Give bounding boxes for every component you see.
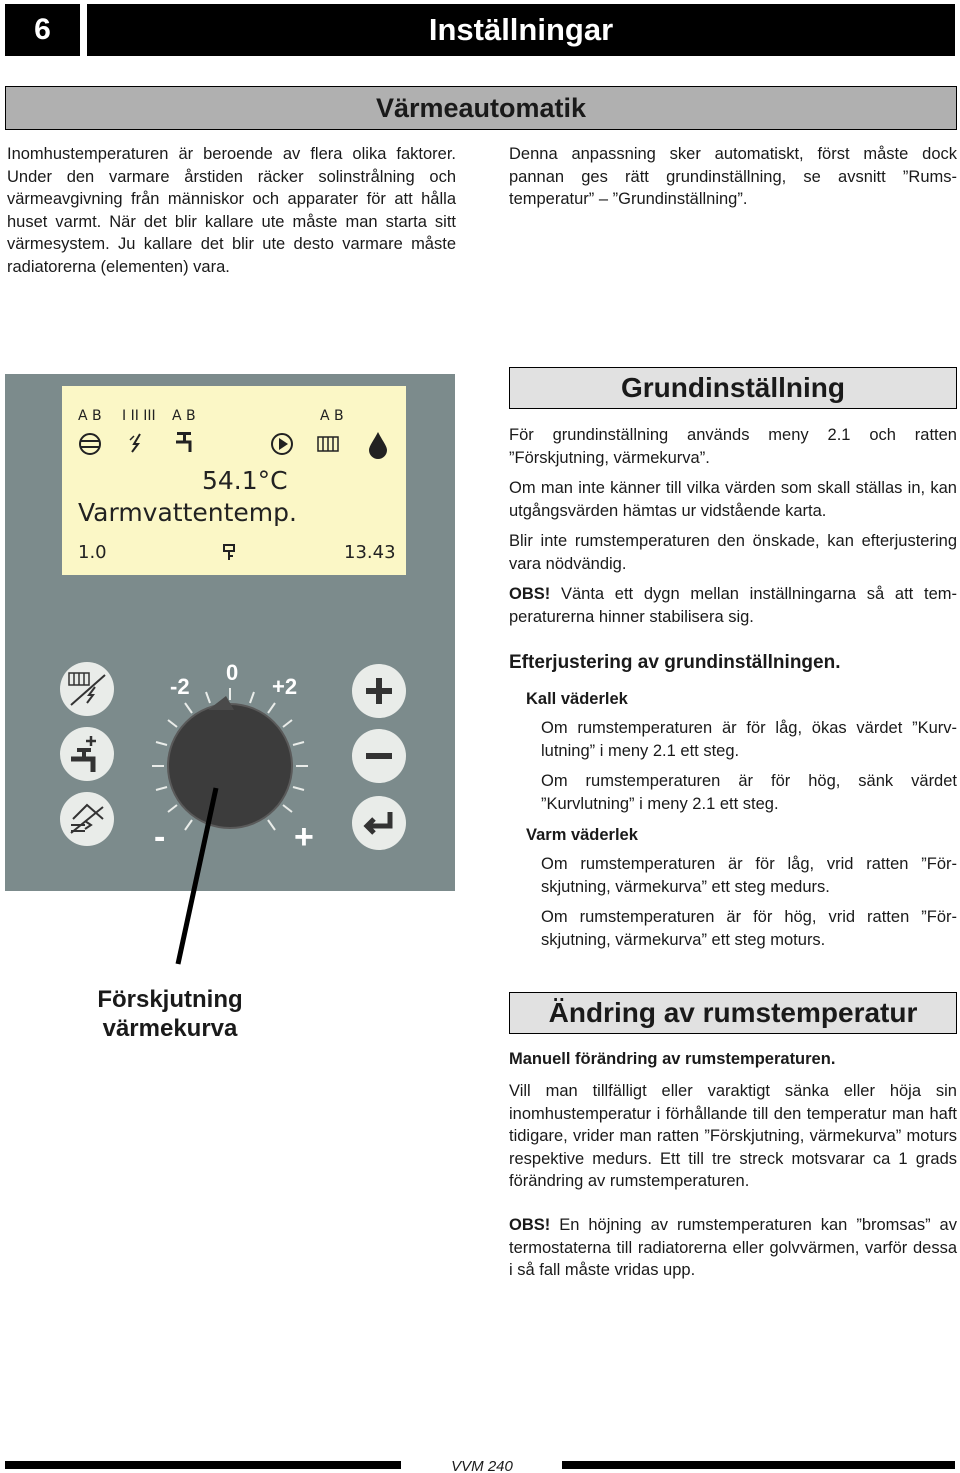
obs-text: Vänta ett dygn mellan inställningarna så att temperaturerna hinner stabilisera sig. xyxy=(509,585,957,626)
display-label-ab3: A B xyxy=(320,408,344,424)
grund-p3: Blir inte rumstemperaturen den önskade, kan efterjustering vara nödvändig. xyxy=(509,532,957,573)
display-icons xyxy=(74,430,414,464)
compressor-icon xyxy=(80,434,100,454)
display-menu-number: 1.0 xyxy=(78,542,107,563)
caption-line2: värmekurva xyxy=(102,1015,238,1042)
enter-icon xyxy=(362,806,396,840)
knob-label-minus: - xyxy=(154,818,166,856)
display-temperature: 54.1°C xyxy=(202,466,288,495)
intro-right-paragraph: Denna anpassning sker automatiskt, först måste dock pannan ges rätt grundinställning, se avsnitt ”Rumstemperatur” – ”Grundinställning”. xyxy=(509,145,957,208)
pointer-arrow xyxy=(170,780,230,970)
heating-curve-knob[interactable] xyxy=(130,670,330,870)
knob-caption xyxy=(60,985,280,1043)
footer-rule-right xyxy=(562,1461,955,1469)
footer-model: VVM 240 xyxy=(451,1458,513,1473)
enter-button[interactable] xyxy=(352,796,406,850)
tap-plus-icon xyxy=(65,732,109,776)
grund-heading: Grundinställning xyxy=(509,367,957,409)
display-label-ab1: A B xyxy=(78,408,102,424)
varm-heading: Varm väderlek xyxy=(526,826,638,844)
andring-p1: Vill man tillfälligt eller varaktigt sänka eller höja sin inomhustemperatur i förhållande till den temperatur man haft tidigare, vrider man ratten ”Förskjutning, värmekurva” moturs respektive medurs. Ett till tre streck motsvarar ca 1 grads förändring av rumstemperaturen. xyxy=(509,1082,957,1190)
obs-label: OBS! xyxy=(509,585,551,603)
kall-heading: Kall väderlek xyxy=(526,690,628,708)
efter-heading: Efterjustering av grundinställningen. xyxy=(509,652,841,673)
house-icon xyxy=(65,797,109,841)
radiator-flame-button[interactable] xyxy=(60,662,114,716)
intro-left-paragraph: Inomhustemperaturen är beroende av flera olika faktorer. Under den varmare årstiden räcker solinstrålning och värmeavgivning från människor och apparater för att hålla huset varmt. När det blir kallare ute måste man starta sitt värmesystem. Ju kallare det blir ute desto varmare måste radiatorerna (elementen) vara. xyxy=(7,145,456,276)
footer-rule-left xyxy=(5,1461,401,1469)
grund-obs xyxy=(509,583,957,628)
display-label-compressor: I II III xyxy=(122,408,156,424)
minus-button[interactable] xyxy=(352,729,406,783)
grund-p2: Om man inte känner till vilka värden som skall ställas in, kan utgångsvärden hämtas ur vidstående karta. xyxy=(509,479,957,520)
caption-line1: Förskjutning xyxy=(97,986,243,1013)
varm-p1: Om rumstemperaturen är för låg, vrid ratten ”Förskjutning, värmekurva” ett steg medurs. xyxy=(541,855,957,896)
hot-water-button[interactable] xyxy=(60,727,114,781)
chapter-title: Inställningar xyxy=(87,4,955,56)
plus-button[interactable] xyxy=(352,664,406,718)
key-icon xyxy=(222,544,236,562)
grund-p1: För grundinställning används meny 2.1 och ratten ”Förskjutning, värmekurva”. xyxy=(509,426,957,467)
house-button[interactable] xyxy=(60,792,114,846)
drop-icon xyxy=(369,432,387,459)
knob-label-minus2: -2 xyxy=(170,674,190,699)
section-title: Värmeautomatik xyxy=(5,86,957,130)
kall-p1: Om rumstemperaturen är för låg, ökas värdet ”Kurvlutning” i meny 2.1 ett steg. xyxy=(541,719,957,760)
flame-icon xyxy=(130,434,140,452)
radiator-flame-icon xyxy=(65,667,109,711)
obs-text-2: En höjning av rumstemperaturen kan ”bromsas” av termostaterna till radiatorerna eller golvvärmen, varför dessa i så fall måste vridas upp. xyxy=(509,1216,957,1279)
andring-obs xyxy=(509,1214,957,1282)
knob-label-zero: 0 xyxy=(226,660,239,685)
display-label: Varmvattentemp. xyxy=(78,498,297,527)
plus-icon xyxy=(362,674,396,708)
knob-label-plus2: +2 xyxy=(272,674,298,699)
play-icon xyxy=(272,434,292,454)
kall-p2: Om rumstemperaturen är för hög, sänk värdet ”Kurvlutning” i meny 2.1 ett steg. xyxy=(541,772,957,813)
andring-heading: Ändring av rumstemperatur xyxy=(509,992,957,1034)
obs-label-2: OBS! xyxy=(509,1216,551,1234)
andring-subheading: Manuell förändring av rumstemperaturen. xyxy=(509,1050,836,1068)
knob-label-plus: + xyxy=(294,818,314,856)
chapter-number: 6 xyxy=(5,4,80,56)
minus-icon xyxy=(362,739,396,773)
tap-icon xyxy=(176,432,191,452)
display-label-ab2: A B xyxy=(172,408,196,424)
varm-p2: Om rumstemperaturen är för hög, vrid ratten ”Förskjutning, värmekurva” ett steg moturs. xyxy=(541,908,957,949)
display-time: 13.43 xyxy=(344,542,396,563)
radiator-icon xyxy=(318,437,338,451)
